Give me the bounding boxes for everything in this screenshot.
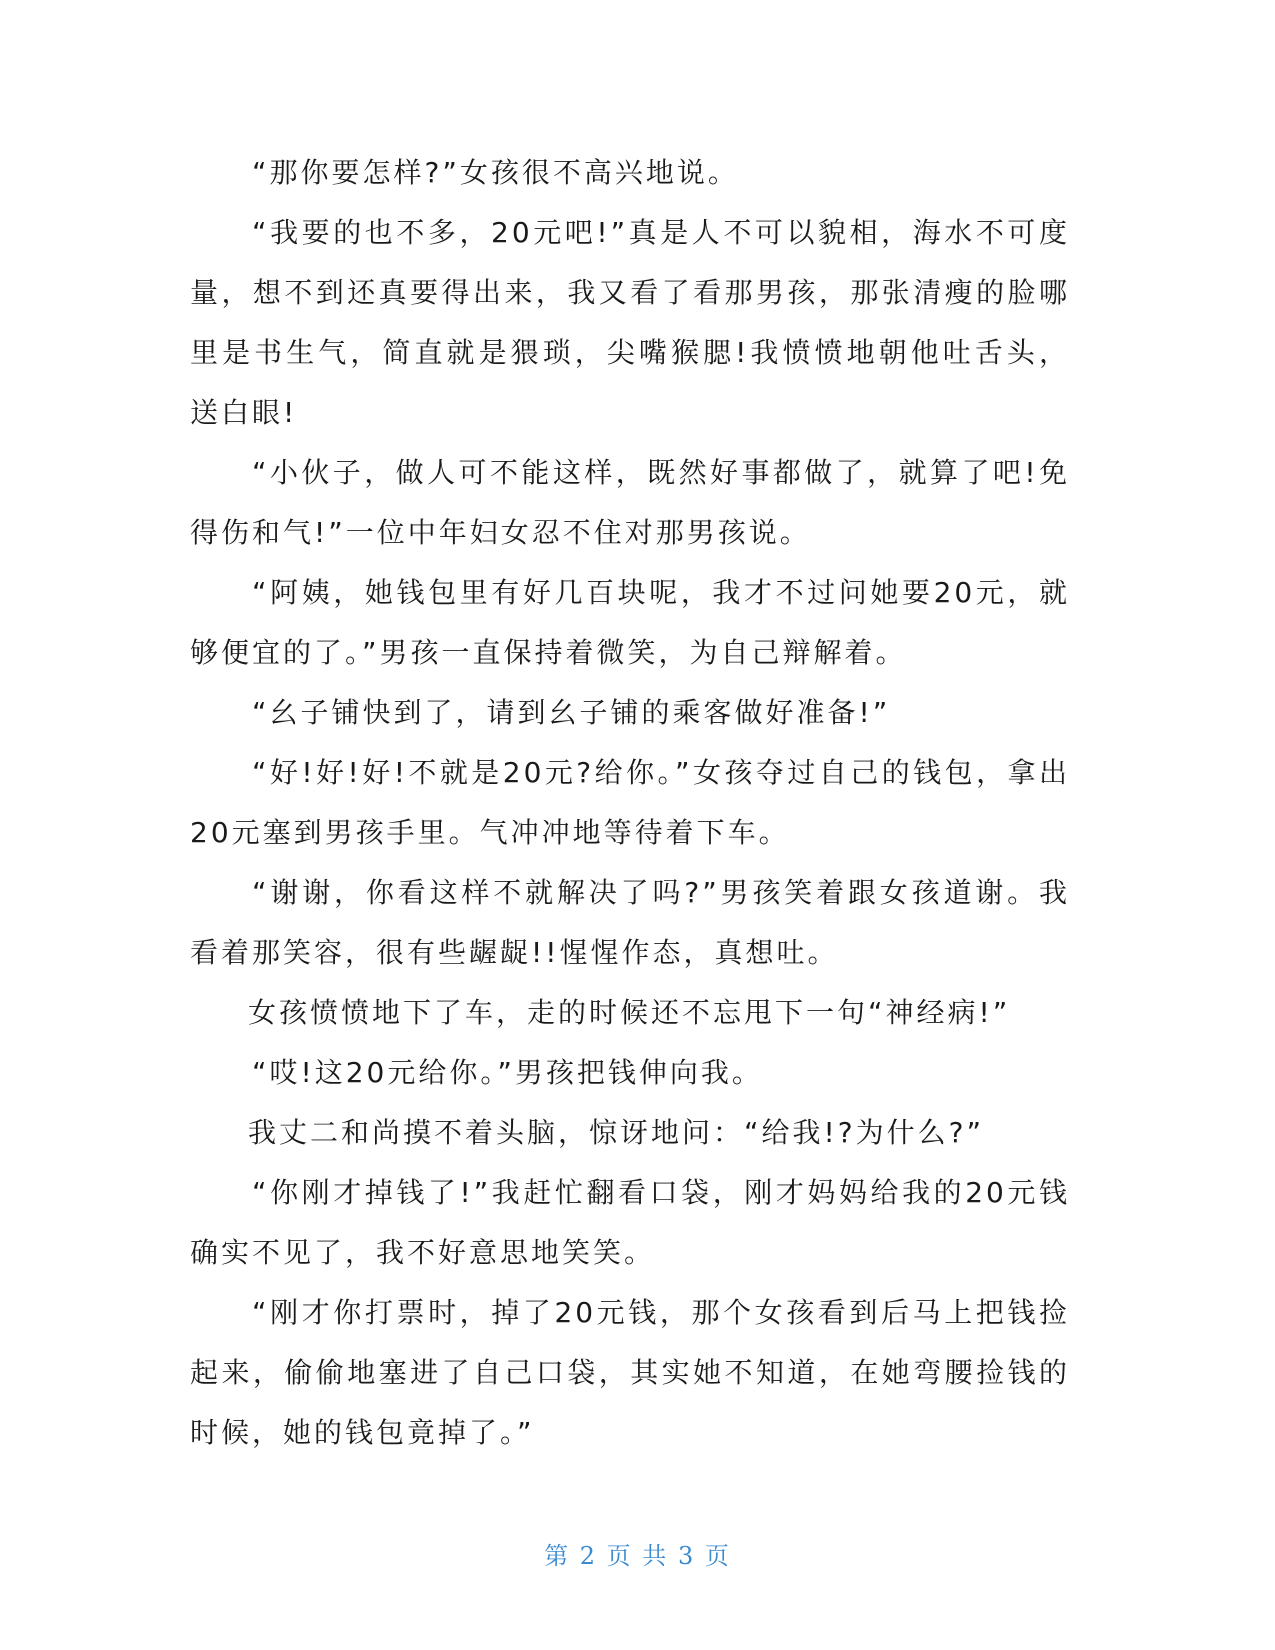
footer-mid: 页 共 (606, 1542, 669, 1570)
paragraph: “幺子铺快到了，请到幺子铺的乘客做好准备!” (252, 696, 891, 729)
footer-total-pages: 3 (677, 1542, 696, 1570)
paragraph: “我要的也不多，20元吧!”真是人不可以貌相，海水不可度量，想不到还真要得出来，我又看了看那男孩，那张清瘦的脸哪里是书生气，简直就是猥琐，尖嘴猴腮!我愤愤地朝他吐舌头，送白眼! (190, 216, 1070, 429)
paragraph: “阿姨，她钱包里有好几百块呢，我才不过问她要20元，就够便宜的了。”男孩一直保持着微笑，为自己辩解着。 (190, 576, 1070, 669)
paragraph: “好!好!好!不就是20元?给你。”女孩夺过自己的钱包，拿出20元塞到男孩手里。气冲冲地等待着下车。 (190, 756, 1070, 849)
paragraph: “哎!这20元给你。”男孩把钱伸向我。 (252, 1056, 763, 1089)
document-body (190, 143, 1070, 1463)
paragraph: 女孩愤愤地下了车，走的时候还不忘甩下一句“神经病!” (248, 996, 1011, 1029)
paragraph: “小伙子，做人可不能这样，既然好事都做了，就算了吧!免得伤和气!”一位中年妇女忍不住对那男孩说。 (190, 456, 1070, 549)
footer-suffix: 页 (704, 1542, 731, 1570)
paragraph: “刚才你打票时，掉了20元钱，那个女孩看到后马上把钱捡起来，偷偷地塞进了自己口袋，其实她不知道，在她弯腰捡钱的时候，她的钱包竟掉了。” (190, 1296, 1070, 1449)
paragraph: 我丈二和尚摸不着头脑，惊讶地问：“给我!?为什么?” (248, 1116, 984, 1149)
paragraph: “那你要怎样?”女孩很不高兴地说。 (252, 156, 739, 189)
footer-page-number: 2 (579, 1542, 598, 1570)
page-footer (0, 1536, 1275, 1571)
footer-prefix: 第 (544, 1542, 571, 1570)
paragraph: “谢谢，你看这样不就解决了吗?”男孩笑着跟女孩道谢。我看着那笑容，很有些龌龊!!惺惺作态，真想吐。 (190, 876, 1070, 969)
paragraph: “你刚才掉钱了!”我赶忙翻看口袋，刚才妈妈给我的20元钱确实不见了，我不好意思地笑笑。 (190, 1176, 1070, 1269)
